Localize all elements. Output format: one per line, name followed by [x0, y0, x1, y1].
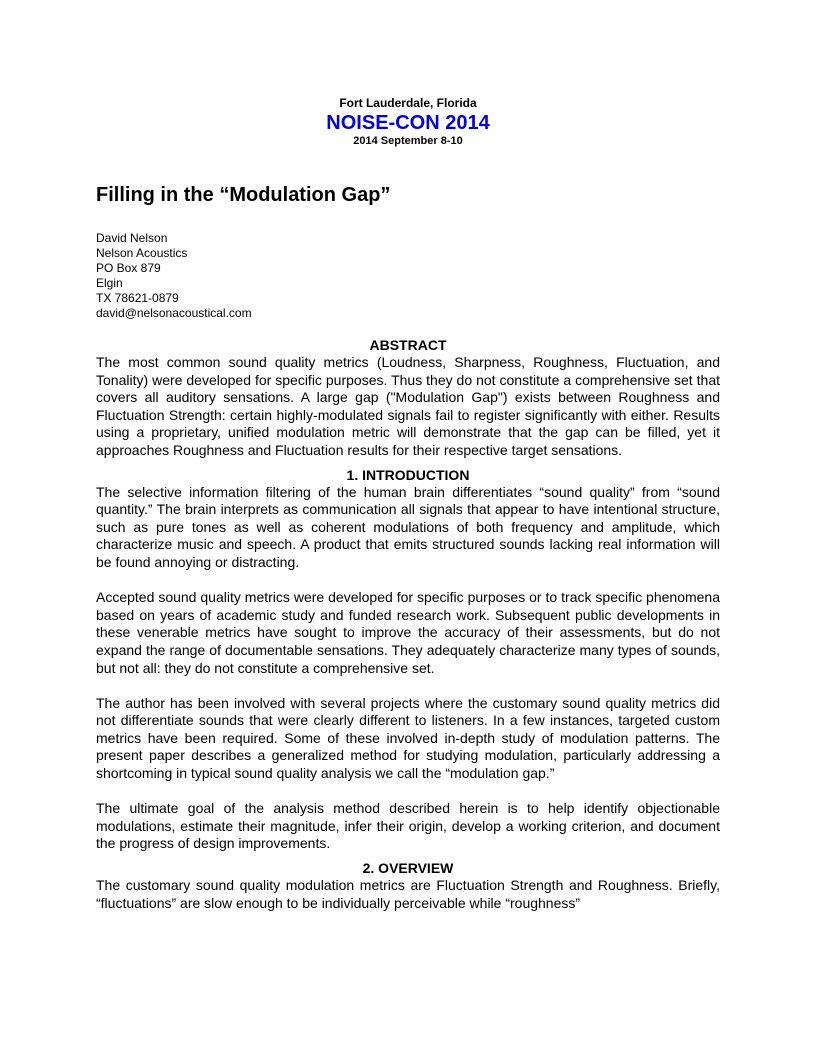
abstract-heading: ABSTRACT: [369, 337, 447, 353]
overview-section: [96, 859, 720, 912]
author-block: [96, 231, 252, 321]
abstract-text: The most common sound quality metrics (Loudness, Sharpness, Roughness, Fluctuation, and Tonality) were developed for specific purposes. Thus they do not constitute a comprehensive set that covers all auditory sensations. A large gap ("Modulation Gap") exists between Roughness and Fluctuation Strength: certain highly-modulated signals fail to register significantly with either. Results using a proprietary, unified modulation metric will demonstrate that the gap can be filled, yet it approaches Roughness and Fluctuation results for their respective target sensations.: [96, 354, 720, 458]
conference-name: NOISE-CON 2014: [326, 112, 490, 134]
introduction-section: [96, 466, 720, 853]
overview-paragraph: The customary sound quality modulation metrics are Fluctuation Strength and Roughness. Briefly, “fluctuations” are slow enough to be individually perceivable while “roughness”: [96, 877, 720, 911]
conference-location: Fort Lauderdale, Florida: [339, 96, 477, 110]
author-affiliation: Nelson Acoustics: [96, 246, 188, 260]
introduction-heading: 1. INTRODUCTION: [346, 466, 470, 483]
abstract-section: [96, 336, 720, 460]
conference-header: [0, 96, 816, 148]
author-address-po-box: PO Box 879: [96, 261, 161, 275]
author-address-state-zip: TX 78621-0879: [96, 291, 179, 305]
author-name: David Nelson: [96, 231, 168, 245]
author-email: david@nelsonacoustical.com: [96, 306, 252, 320]
introduction-paragraph: Accepted sound quality metrics were developed for specific purposes or to track specific phenomena based on years of academic study and funded research work. Subsequent public developments in these venerable metrics have sought to improve the accuracy of their assessments, but do not expand the range of documentable sensations. They adequately characterize many types of sounds, but not all: they do not constitute a comprehensive set.: [96, 589, 720, 676]
paper-title: Filling in the “Modulation Gap”: [96, 184, 391, 206]
conference-date: 2014 September 8-10: [353, 135, 463, 147]
introduction-paragraph: The author has been involved with several projects where the customary sound quality metrics did not differentiate sounds that were clearly different to listeners. In a few instances, targeted custom metrics have been required. Some of these involved in-depth study of modulation patterns. The present paper describes a generalized method for studying modulation, particularly addressing a shortcoming in typical sound quality analysis we call the “modulation gap.”: [96, 694, 720, 782]
introduction-paragraph: The selective information filtering of the human brain differentiates “sound quality” from “sound quantity.” The brain interprets as communication all signals that appear to have intentional structure, such as pure tones as well as coherent modulations of both frequency and amplitude, which characterize music and speech. A product that emits structured sounds lacking real information will be found annoying or distracting.: [96, 483, 720, 570]
author-address-city: Elgin: [96, 276, 123, 290]
introduction-paragraph: The ultimate goal of the analysis method described herein is to help identify objectionable modulations, estimate their magnitude, infer their origin, develop a working criterion, and document the progress of design improvements.: [96, 800, 720, 852]
paper-body: [96, 336, 720, 912]
overview-heading: 2. OVERVIEW: [362, 860, 454, 877]
